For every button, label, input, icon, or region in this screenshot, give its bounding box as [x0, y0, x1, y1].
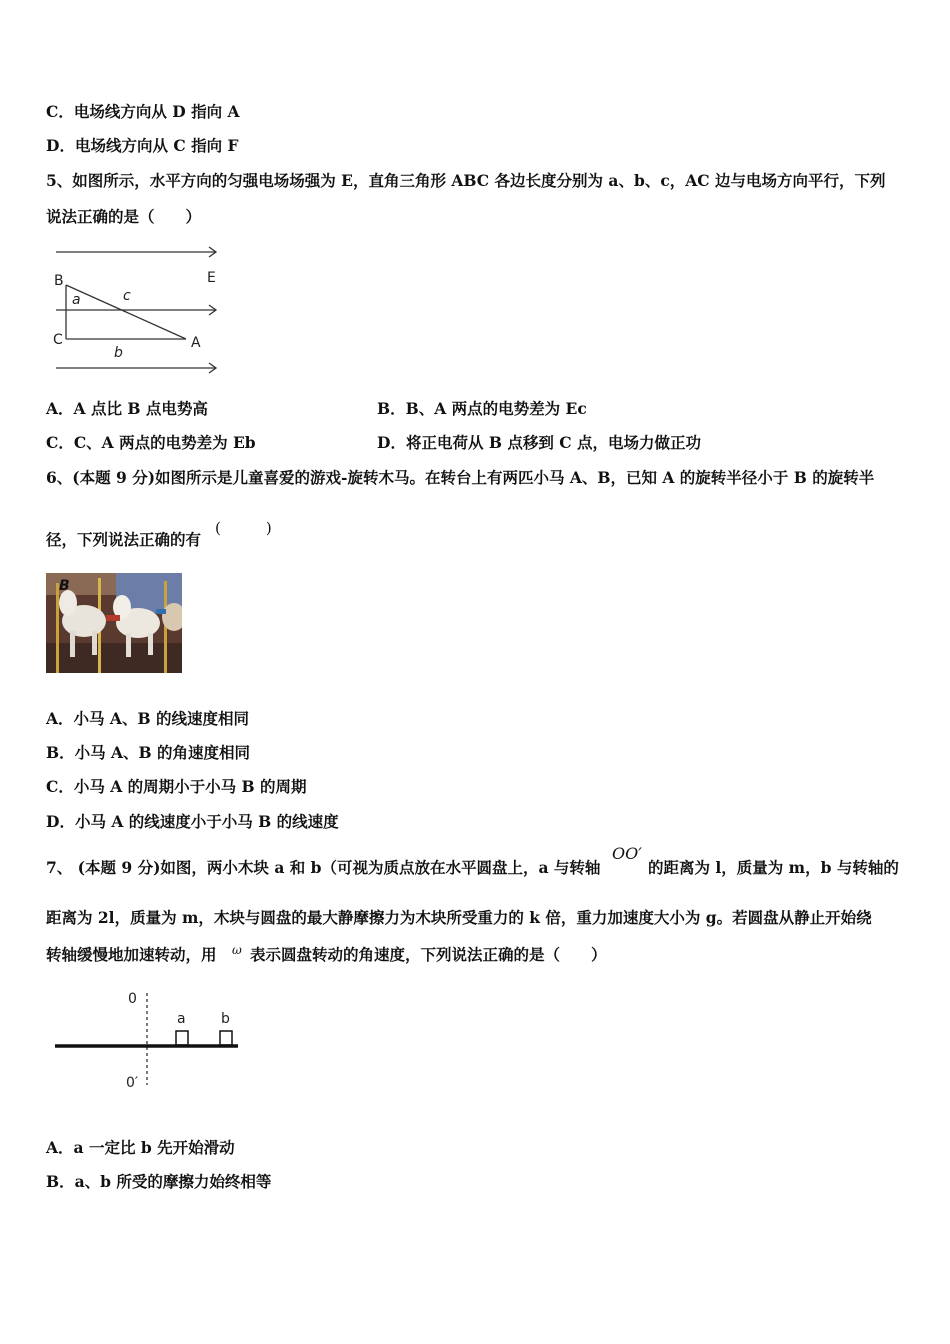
label-C: C	[53, 332, 63, 348]
label-E: E	[207, 270, 216, 286]
prev-option-d: D．电场线方向从 C 指向 F	[46, 136, 239, 155]
axis-label-top: 0	[128, 991, 137, 1007]
block-label-a: a	[177, 1011, 186, 1027]
q7-stem-line1a: 7、 (本题 9 分)如图，两小木块 a 和 b（可视为质点放在水平圆盘上，a 与转轴	[46, 858, 601, 877]
q7-option-a: A．a 一定比 b 先开始滑动	[46, 1138, 235, 1157]
q7-option-b: B．a、b 所受的摩擦力始终相等	[46, 1172, 272, 1191]
q5-option-a: A．A 点比 B 点电势高	[46, 399, 208, 418]
label-a: a	[72, 292, 81, 308]
q5-option-b: B．B、A 两点的电势差为 Ec	[377, 399, 587, 418]
q7-omega-symbol: ω	[232, 943, 242, 957]
label-B: B	[54, 273, 64, 289]
q5-stem-line2: 说法正确的是（ ）	[46, 207, 202, 226]
q7-disk-figure	[50, 985, 250, 1095]
label-c: c	[123, 288, 131, 304]
q5-triangle-figure	[46, 240, 226, 380]
q7-stem-line2: 距离为 2l，质量为 m，木块与圆盘的最大静摩擦力为木块所受重力的 k 倍，重力加速度大小为 g。若圆盘从静止开始绕	[46, 908, 872, 927]
q6-option-b: B．小马 A、B 的角速度相同	[46, 743, 251, 762]
prev-option-c: C．电场线方向从 D 指向 A	[46, 102, 240, 121]
axis-label-bottom: 0′	[126, 1075, 139, 1091]
block-label-b: b	[221, 1011, 230, 1027]
q6-stem-line2: 径，下列说法正确的有	[46, 530, 202, 549]
q6-option-a: A．小马 A、B 的线速度相同	[46, 709, 249, 728]
q6-stem-line1: 6、(本题 9 分)如图所示是儿童喜爱的游戏‑旋转木马。在转台上有两匹小马 A、B，已知 A 的旋转半径小于 B 的旋转半	[46, 468, 875, 487]
carousel-photo	[46, 573, 182, 673]
q7-axis-symbol: OO′	[612, 844, 642, 863]
q6-answer-paren: ( )	[215, 519, 272, 537]
q5-stem-line1: 5、如图所示，水平方向的匀强电场场强为 E，直角三角形 ABC 各边长度分别为 a、b、c，AC 边与电场方向平行，下列	[46, 171, 886, 190]
q7-stem-line1b: 的距离为 l，质量为 m，b 与转轴的	[648, 858, 899, 877]
label-b: b	[114, 345, 123, 361]
q5-option-c: C．C、A 两点的电势差为 Eb	[46, 433, 256, 452]
q5-option-d: D．将正电荷从 B 点移到 C 点，电场力做正功	[377, 433, 701, 452]
q6-option-c: C．小马 A 的周期小于小马 B 的周期	[46, 777, 307, 796]
label-A: A	[191, 335, 201, 351]
q7-stem-line3b: 表示圆盘转动的角速度，下列说法正确的是（ ）	[250, 945, 607, 964]
photo-label-B: B	[59, 578, 70, 594]
q6-option-d: D．小马 A 的线速度小于小马 B 的线速度	[46, 812, 339, 831]
q7-stem-line3a: 转轴缓慢地加速转动，用	[46, 945, 217, 964]
